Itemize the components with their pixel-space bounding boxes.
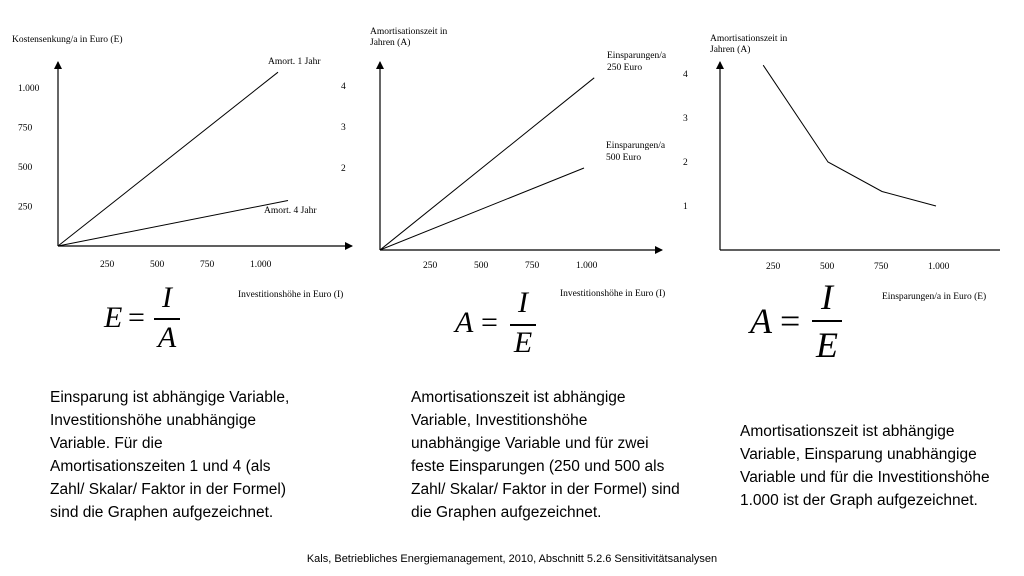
footer-citation: Kals, Betriebliches Energiemanagement, 2010, Abschnitt 5.2.6 Sensitivitätsanalysen — [306, 553, 718, 565]
formula-1-fraction-bar — [154, 318, 180, 320]
series-line — [58, 200, 288, 246]
formula-1-denominator: A — [157, 321, 177, 354]
x-tick-label: 500 — [150, 260, 165, 270]
y-tick-label: 750 — [18, 123, 33, 134]
chart-payback-vs-investment — [341, 27, 667, 299]
formula-1-equals: = — [128, 301, 145, 334]
formula-3-fraction-bar — [812, 320, 842, 322]
series-line — [763, 65, 936, 206]
x-tick-label: 750 — [525, 261, 540, 271]
formula-1-numerator: I — [162, 281, 172, 314]
x-tick-label: 1.000 — [928, 262, 950, 272]
chart-payback-vs-savings — [683, 34, 1000, 302]
series-line — [380, 168, 584, 250]
formula-3 — [750, 277, 850, 366]
x-axis-label: Einsparungen/a in Euro (E) — [882, 292, 987, 302]
y-tick-label: 4 — [683, 70, 688, 80]
y-axis-label: Kostensenkung/a in Euro (E) — [12, 35, 123, 45]
series-label: Amort. 4 Jahr — [264, 206, 317, 216]
formula-3-denominator: E — [816, 325, 838, 365]
description-1: Einsparung ist abhängige Variable, Investitionshöhe unabhängige Variable. Für die Amortisationszeiten 1 und 4 (als Zahl/ Skalar/ Faktor in der Formel) sind die Graphen aufgezeichnet. — [50, 389, 290, 521]
series-line — [58, 72, 278, 246]
formula-2 — [455, 286, 545, 362]
series-label: Einsparungen/a 250 Euro — [607, 51, 667, 73]
x-axis-label: Investitionshöhe in Euro (I) — [560, 289, 666, 299]
series-label: Einsparungen/a 500 Euro — [606, 141, 666, 163]
y-tick-label: 250 — [18, 202, 33, 213]
formula-2-denominator: E — [513, 326, 533, 359]
x-tick-label: 500 — [820, 262, 835, 272]
y-tick-label: 2 — [683, 158, 688, 168]
series-line — [380, 78, 594, 250]
y-tick-label: 500 — [18, 163, 33, 173]
formula-2-equals: = — [481, 306, 498, 339]
y-tick-label: 1.000 — [18, 84, 40, 94]
formula-1-lhs: E — [104, 301, 123, 334]
x-tick-label: 750 — [874, 262, 889, 272]
description-2: Amortisationszeit ist abhängige Variable, Investitionshöhe unabhängige Variable und für zwei feste Einsparungen (250 und 500 als Zahl/ Skalar/ Faktor in der Formel) sind die Graphen aufgezeichnet. — [411, 389, 680, 521]
x-tick-label: 1.000 — [250, 260, 272, 270]
x-tick-label: 500 — [474, 261, 489, 271]
formula-1 — [104, 281, 194, 357]
x-tick-label: 1.000 — [576, 261, 598, 271]
y-tick-label: 3 — [341, 123, 346, 133]
y-tick-label: 1 — [683, 202, 688, 212]
y-tick-label: 4 — [341, 82, 346, 92]
x-tick-label: 250 — [766, 262, 781, 272]
formula-3-lhs: A — [750, 301, 772, 341]
x-tick-label: 250 — [100, 260, 115, 270]
formula-3-numerator: I — [821, 277, 833, 317]
series-label: Amort. 1 Jahr — [268, 57, 321, 67]
y-axis-label: Amortisationszeit in Jahren (A) — [370, 27, 448, 48]
formula-3-equals: = — [780, 301, 801, 341]
y-tick-label: 2 — [341, 164, 346, 174]
y-tick-label: 3 — [683, 114, 688, 124]
x-tick-label: 750 — [200, 260, 215, 270]
x-axis-label: Investitionshöhe in Euro (I) — [238, 290, 344, 300]
x-tick-label: 250 — [423, 261, 438, 271]
chart-cost-reduction — [12, 34, 352, 300]
formula-2-numerator: I — [518, 286, 528, 319]
y-axis-label: Amortisationszeit in Jahren (A) — [710, 34, 788, 55]
formula-2-lhs: A — [455, 306, 474, 339]
description-3: Amortisationszeit ist abhängige Variable, Einsparung unabhängige Variable und für die Investitionshöhe 1.000 ist der Graph aufgezeichnet. — [740, 423, 990, 509]
